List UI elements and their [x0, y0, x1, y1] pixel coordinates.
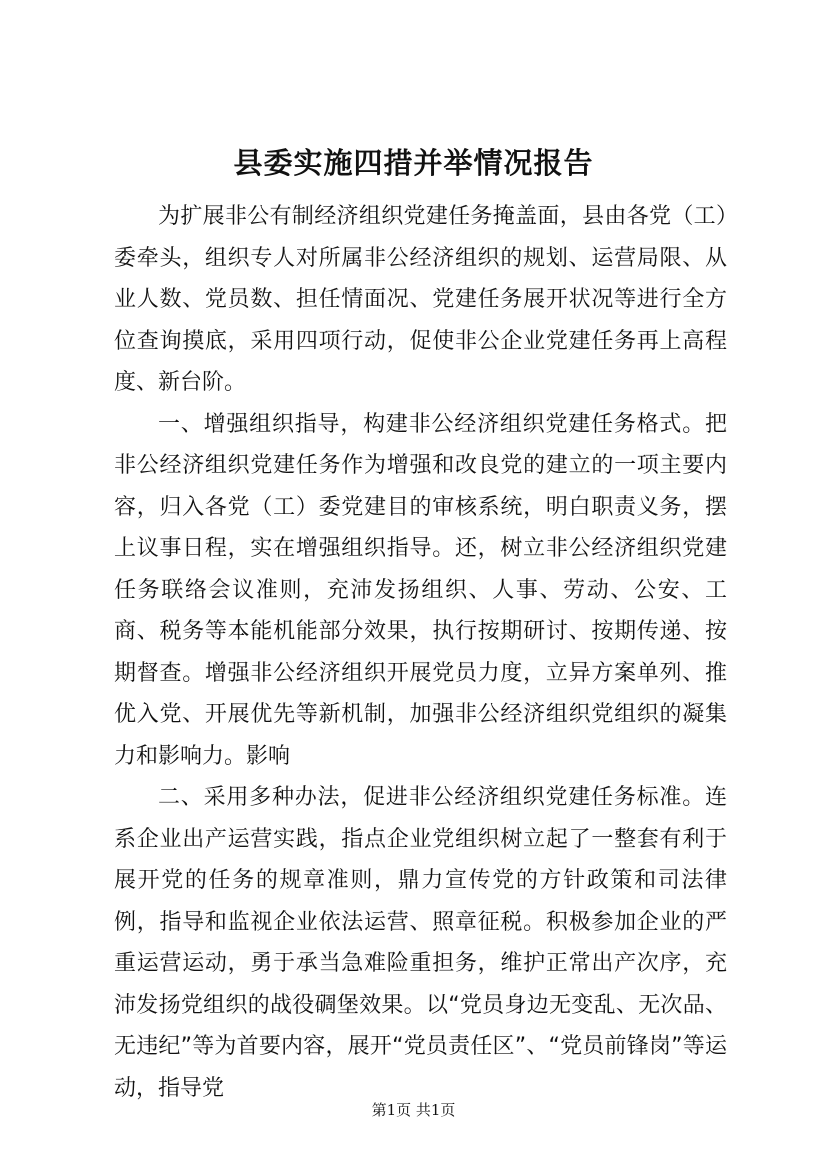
paragraph-section-1: 一、增强组织指导，构建非公经济组织党建任务格式。把非公经济组织党建任务作为增强和改良党的建立的一项主要内容，归入各党（工）委党建目的审核系统，明白职责义务，摆上议事日程，实在增强组织指导。还，树立非公经济组织党建任务联络会议准则，充沛发扬组织、人事、劳动、公安、工商、税务等本能机能部分效果，执行按期研讨、按期传递、按期督查。增强非公经济组织开展党员力度，立异方案单列、推优入党、开展优先等新机制，加强非公经济组织党组织的凝集力和影响力。影响: [114, 411, 727, 769]
document-body: [114, 196, 727, 1109]
document-title: 县委实施四措并举情况报告: [233, 146, 594, 180]
paragraph-intro: 为扩展非公有制经济组织党建任务掩盖面，县由各党（工）委牵头，组织专人对所属非公经济组织的规划、运营局限、从业人数、党员数、担任情面况、党建任务展开状况等进行全方位查询摸底，采用四项行动，促使非公企业党建任务再上高程度、新台阶。: [114, 204, 727, 395]
paragraph-section-2: 二、采用多种办法，促进非公经济组织党建任务标准。连系企业出产运营实践，指点企业党组织树立起了一整套有利于展开党的任务的规章准则，鼎力宣传党的方针政策和司法律例，指导和监视企业依法运营、照章征税。积极参加企业的严重运营运动，勇于承当急难险重担务，维护正常出产次序，充沛发扬党组织的战役碉堡效果。以“党员身边无变乱、无次品、无违纪”等为首要内容，展开“党员责任区”、“党员前锋岗”等运动，指导党: [114, 785, 727, 1101]
page-number-footer: 第1页 共1页: [371, 1101, 456, 1119]
